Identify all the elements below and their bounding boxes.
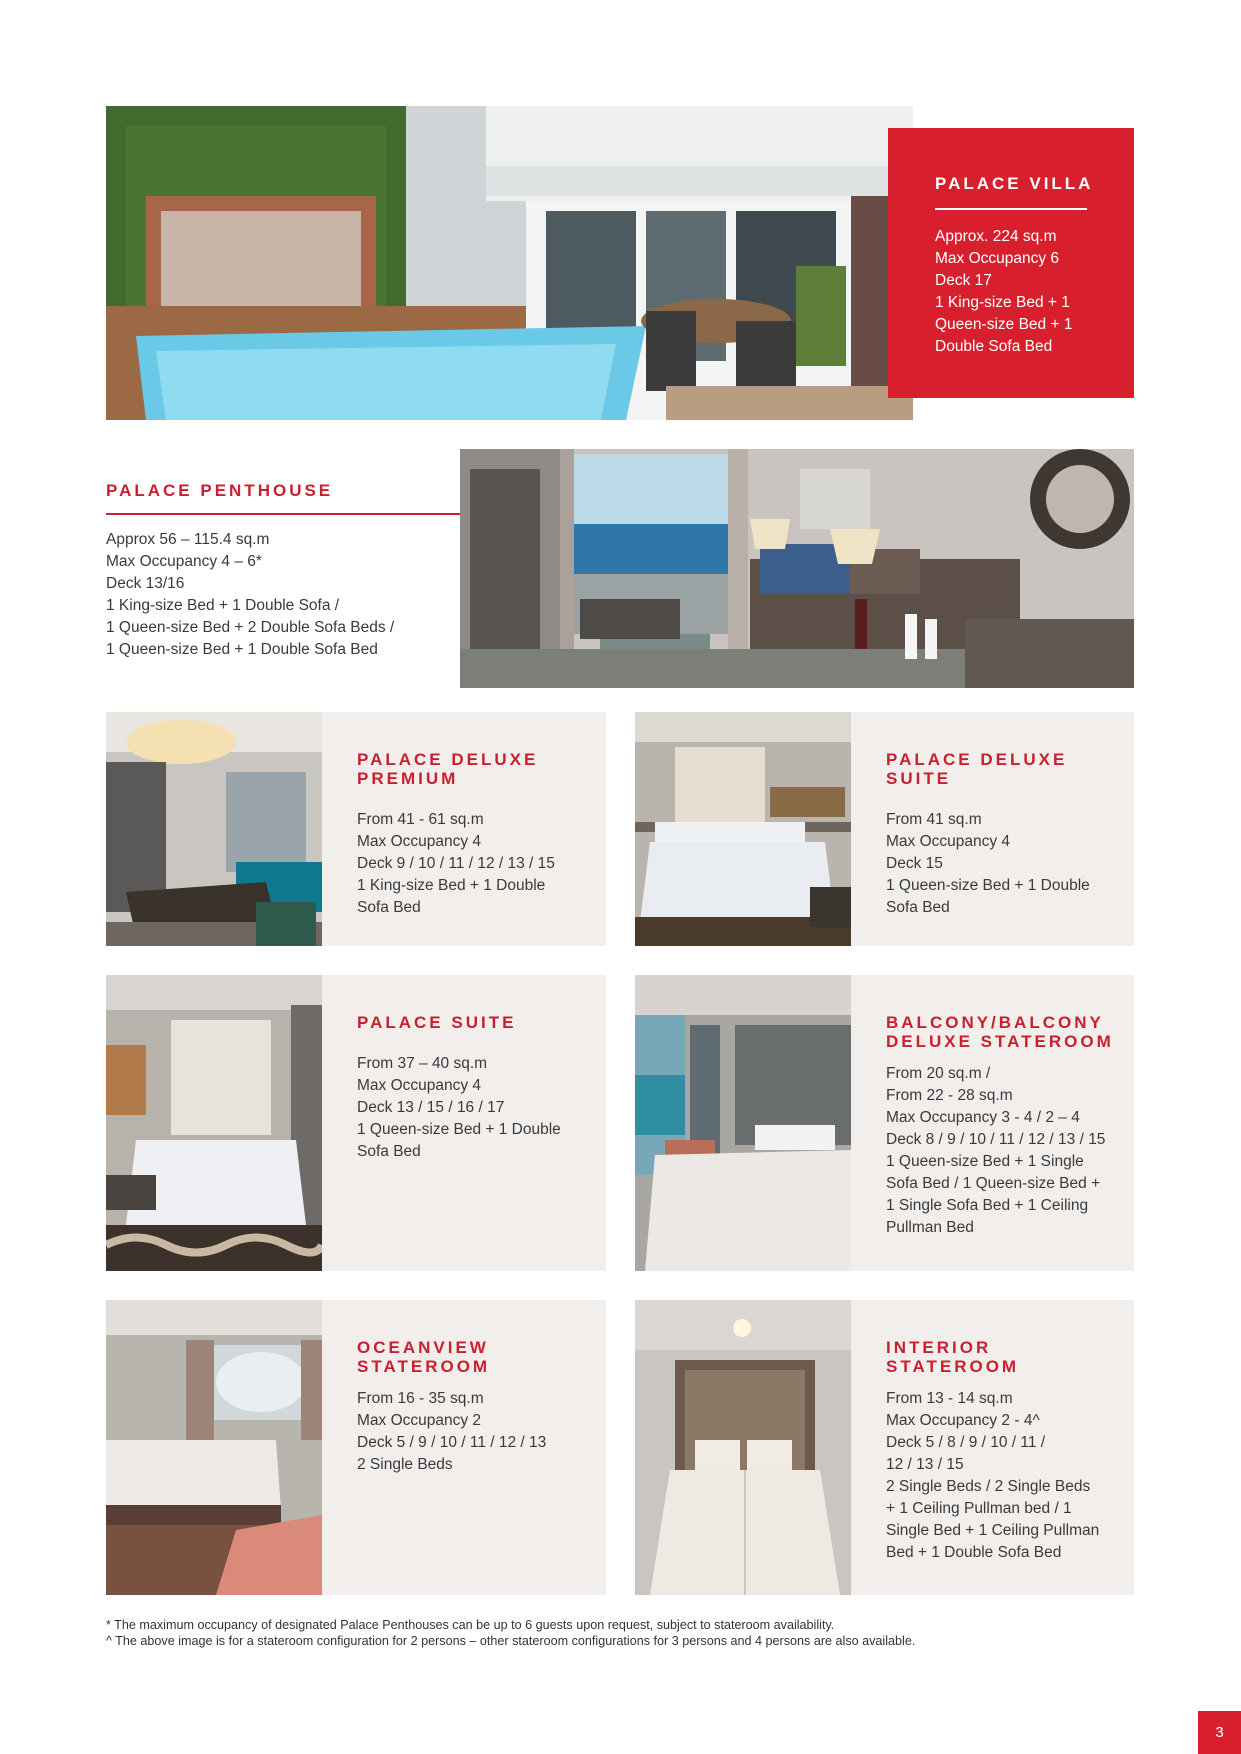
- card-title-line: OCEANVIEW: [357, 1338, 489, 1357]
- spec-line: Sofa Bed: [357, 899, 421, 916]
- card-title-line: DELUXE STATEROOM: [886, 1032, 1114, 1051]
- spec-line: Sofa Bed: [357, 1143, 421, 1160]
- card-title: [357, 1013, 586, 1032]
- spec-line: From 13 - 14 sq.m: [886, 1390, 1013, 1407]
- spec-line: From 37 – 40 sq.m: [357, 1055, 488, 1072]
- oceanview-stateroom-photo: [106, 1300, 322, 1595]
- spec-line: 2 Single Beds: [357, 1456, 453, 1473]
- spec-line: Deck 13 / 15 / 16 / 17: [357, 1099, 505, 1116]
- spec-line: From 16 - 35 sq.m: [357, 1390, 484, 1407]
- card-title-line: BALCONY/BALCONY: [886, 1013, 1104, 1032]
- spec-line: Deck 15: [886, 855, 943, 872]
- spec-line: Deck 8 / 9 / 10 / 11 / 12 / 13 / 15: [886, 1131, 1106, 1148]
- spec-line: Max Occupancy 4: [357, 833, 482, 850]
- footnotes: [106, 1617, 1136, 1649]
- spec-line: Max Occupancy 4: [357, 1077, 482, 1094]
- spec-line: 1 Single Sofa Bed + 1 Ceiling: [886, 1197, 1089, 1214]
- card-title-line: PALACE DELUXE: [886, 750, 1068, 769]
- palace-penthouse-title: PALACE PENTHOUSE: [106, 481, 334, 500]
- card-title-line: STATEROOM: [357, 1357, 491, 1376]
- interior-stateroom-card: [635, 1300, 1134, 1595]
- spec-line: 1 King-size Bed + 1: [935, 294, 1070, 311]
- spec-line: Approx 56 – 115.4 sq.m: [106, 531, 270, 548]
- spec-line: Pullman Bed: [886, 1219, 974, 1236]
- spec-line: Deck 9 / 10 / 11 / 12 / 13 / 15: [357, 855, 555, 872]
- palace-suite-photo: [106, 975, 322, 1271]
- palace-deluxe-suite-photo: [635, 712, 851, 946]
- palace-villa-info-box: [888, 128, 1134, 398]
- spec-line: 1 King-size Bed + 1 Double: [357, 877, 546, 894]
- spec-line: From 20 sq.m /: [886, 1065, 991, 1082]
- oceanview-stateroom-card: [106, 1300, 606, 1595]
- card-specs: [886, 1063, 1114, 1239]
- spec-line: Max Occupancy 2: [357, 1412, 482, 1429]
- card-title-line: STATEROOM: [886, 1357, 1020, 1376]
- card-title: [357, 750, 586, 788]
- spec-line: 1 Queen-size Bed + 1 Double Sofa Bed: [106, 641, 378, 658]
- palace-penthouse-photo: [460, 449, 1134, 688]
- card-title: [886, 750, 1114, 788]
- spec-line: 1 Queen-size Bed + 1 Single: [886, 1153, 1084, 1170]
- spec-line: Max Occupancy 6: [935, 250, 1060, 267]
- spec-line: 1 King-size Bed + 1 Double Sofa /: [106, 597, 340, 614]
- card-title-line: PALACE DELUXE: [357, 750, 539, 769]
- interior-stateroom-photo: [635, 1300, 851, 1595]
- spec-line: Single Bed + 1 Ceiling Pullman: [886, 1522, 1100, 1539]
- spec-line: From 22 - 28 sq.m: [886, 1087, 1013, 1104]
- palace-villa-title: PALACE VILLA: [935, 174, 1094, 193]
- card-specs: [357, 1053, 586, 1163]
- spec-line: Approx. 224 sq.m: [935, 228, 1057, 245]
- spec-line: Bed + 1 Double Sofa Bed: [886, 1544, 1062, 1561]
- spec-line: Max Occupancy 3 - 4 / 2 – 4: [886, 1109, 1080, 1126]
- card-title: [886, 1338, 1114, 1376]
- spec-line: Queen-size Bed + 1: [935, 316, 1073, 333]
- palace-suite-card: [106, 975, 606, 1271]
- spec-line: Sofa Bed / 1 Queen-size Bed +: [886, 1175, 1101, 1192]
- card-title-line: PREMIUM: [357, 769, 459, 788]
- palace-deluxe-premium-card: [106, 712, 606, 946]
- spec-line: 12 / 13 / 15: [886, 1456, 964, 1473]
- card-specs: [357, 1388, 586, 1476]
- card-specs: [886, 809, 1114, 919]
- spec-line: Deck 13/16: [106, 575, 185, 592]
- card-title-line: INTERIOR: [886, 1338, 992, 1357]
- spec-line: 1 Queen-size Bed + 1 Double: [886, 877, 1090, 894]
- balcony-stateroom-card: [635, 975, 1134, 1271]
- footnote: * The maximum occupancy of designated Palace Penthouses can be up to 6 guests upon request, subject to stateroom availability.: [106, 1618, 835, 1632]
- spec-line: Sofa Bed: [886, 899, 950, 916]
- balcony-stateroom-photo: [635, 975, 851, 1271]
- spec-line: Deck 17: [935, 272, 992, 289]
- spec-line: + 1 Ceiling Pullman bed / 1: [886, 1500, 1072, 1517]
- palace-villa-divider: [935, 208, 1087, 210]
- palace-villa-specs: [935, 226, 1072, 358]
- spec-line: From 41 sq.m: [886, 811, 982, 828]
- spec-line: 1 Queen-size Bed + 2 Double Sofa Beds /: [106, 619, 395, 636]
- footnote: ^ The above image is for a stateroom configuration for 2 persons – other stateroom configurations for 3 persons and 4 persons are also available.: [106, 1634, 916, 1648]
- spec-line: From 41 - 61 sq.m: [357, 811, 484, 828]
- spec-line: Deck 5 / 8 / 9 / 10 / 11 /: [886, 1434, 1046, 1451]
- spec-line: Deck 5 / 9 / 10 / 11 / 12 / 13: [357, 1434, 547, 1451]
- spec-line: Double Sofa Bed: [935, 338, 1053, 355]
- spec-line: 1 Queen-size Bed + 1 Double: [357, 1121, 561, 1138]
- spec-line: Max Occupancy 4: [886, 833, 1011, 850]
- card-specs: [886, 1388, 1114, 1564]
- spec-line: Max Occupancy 2 - 4^: [886, 1412, 1040, 1429]
- palace-deluxe-premium-photo: [106, 712, 322, 946]
- card-title-line: SUITE: [886, 769, 952, 788]
- palace-penthouse-divider: [106, 513, 460, 515]
- palace-penthouse-specs: [106, 529, 394, 661]
- spec-line: 2 Single Beds / 2 Single Beds: [886, 1478, 1091, 1495]
- card-specs: [357, 809, 586, 919]
- palace-deluxe-suite-card: [635, 712, 1134, 946]
- spec-line: Max Occupancy 4 – 6*: [106, 553, 262, 570]
- page-number: 3: [1198, 1711, 1241, 1754]
- card-title: [357, 1338, 586, 1376]
- palace-villa-photo: [106, 106, 913, 420]
- card-title: [886, 1013, 1114, 1051]
- card-title-line: PALACE SUITE: [357, 1013, 517, 1032]
